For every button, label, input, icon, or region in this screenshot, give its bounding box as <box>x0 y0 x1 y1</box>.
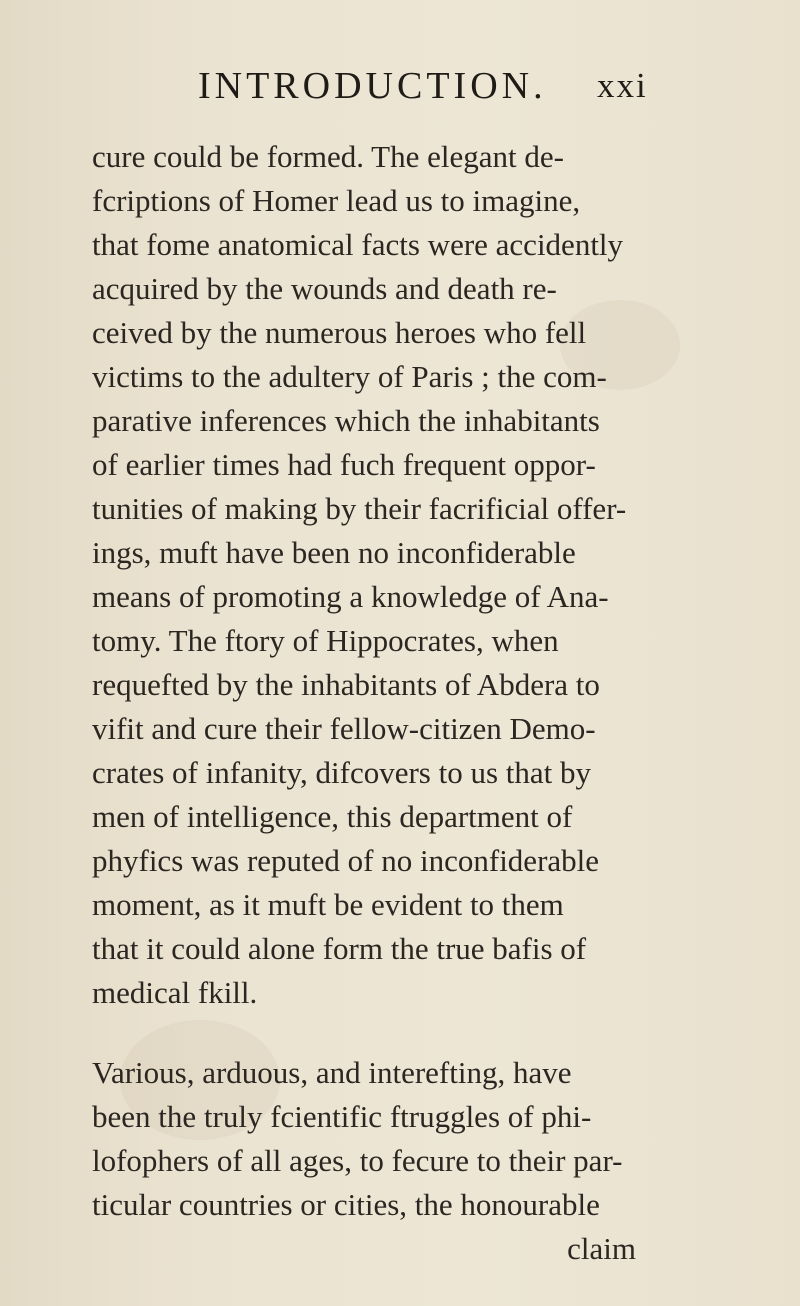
text-line: vifit and cure their fellow-citizen Demo- <box>92 711 596 746</box>
text-line: been the truly fcientific ftruggles of phi- <box>92 1099 592 1134</box>
text-line: requefted by the inhabitants of Abdera to <box>92 667 600 702</box>
text-line: tomy. The ftory of Hippocrates, when <box>92 623 559 658</box>
page-header <box>160 60 780 110</box>
text-line: phyfics was reputed of no inconfiderable <box>92 843 600 878</box>
text-line: lofophers of all ages, to fecure to their par- <box>92 1143 623 1178</box>
text-line: ticular countries or cities, the honourable <box>92 1187 600 1222</box>
text-line: cure could be formed. The elegant de- <box>92 139 564 174</box>
text-line: fcriptions of Homer lead us to imagine, <box>92 183 581 218</box>
text-line: that it could alone form the true bafis of <box>92 931 587 966</box>
text-line: crates of infanity, difcovers to us that by <box>92 755 592 790</box>
text-line: tunities of making by their facrificial offer- <box>92 491 627 526</box>
text-line: ings, muft have been no inconfiderable <box>92 535 576 570</box>
text-line: that fome anatomical facts were accidently <box>92 227 624 262</box>
text-line: Various, arduous, and interefting, have <box>92 1055 572 1090</box>
text-line: medical fkill. <box>92 975 258 1010</box>
text-line: parative inferences which the inhabitants <box>92 403 600 438</box>
running-head: INTRODUCTION. <box>198 65 547 107</box>
text-line: men of intelligence, this department of <box>92 799 573 834</box>
text-line: of earlier times had fuch frequent oppor- <box>92 447 596 482</box>
catchword: claim <box>567 1231 636 1266</box>
text-line: acquired by the wounds and death re- <box>92 271 557 306</box>
text-line: means of promoting a knowledge of Ana- <box>92 579 609 614</box>
text-line: ceived by the numerous heroes who fell <box>92 315 587 350</box>
text-line: victims to the adultery of Paris ; the com- <box>92 359 607 394</box>
text-line: moment, as it muft be evident to them <box>92 887 564 922</box>
page-number: xxi <box>597 66 648 105</box>
